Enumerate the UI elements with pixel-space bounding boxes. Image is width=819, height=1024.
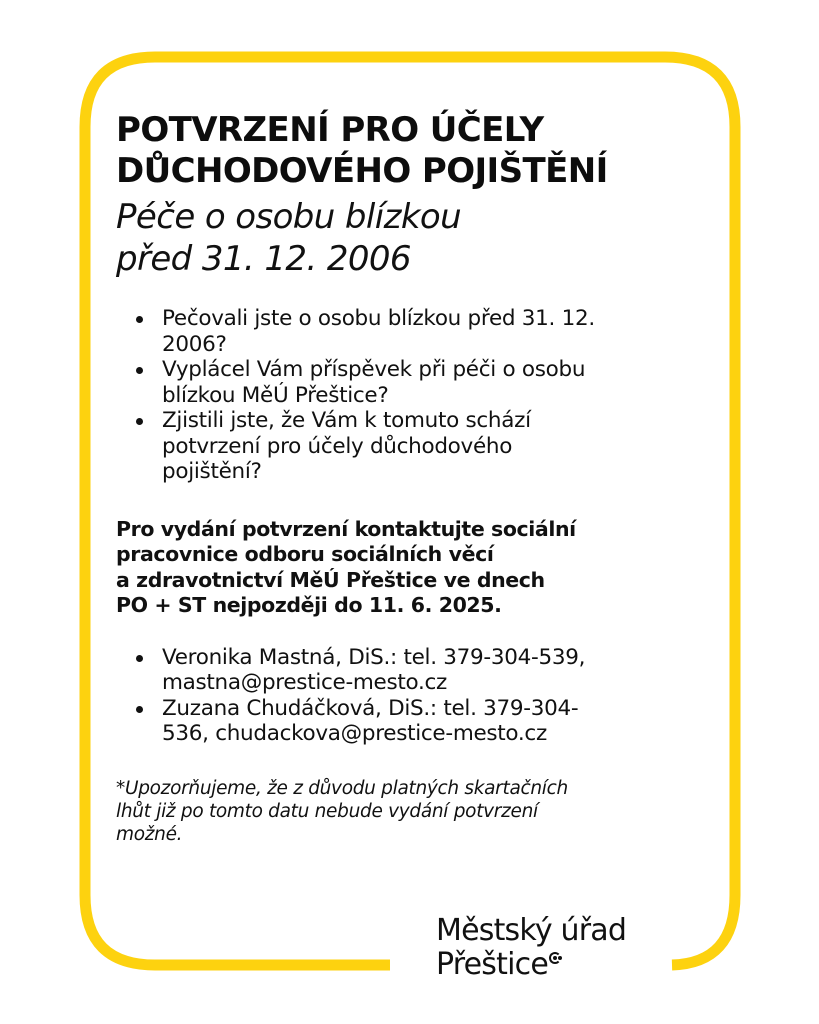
contact-item: [162, 645, 696, 696]
question-item: [162, 408, 696, 485]
note-line: *Upozorňujeme, že z důvodu platných skartačních: [116, 777, 568, 799]
page-title: [116, 110, 696, 192]
disclaimer-note: [116, 777, 696, 846]
subtitle-line-2: před 31. 12. 2006: [116, 239, 411, 279]
municipal-logo: [436, 914, 626, 982]
question-text: blízkou MěÚ Přeštice?: [162, 382, 389, 408]
logo-line-1: Městský úřad: [436, 913, 627, 948]
contact-email[interactable]: 536, chudackova@prestice-mesto.cz: [162, 721, 547, 746]
title-line-2: DŮCHODOVÉHO POJIŠTĚNÍ: [116, 151, 608, 191]
subtitle: [116, 196, 696, 280]
instruction-line: Pro vydání potvrzení kontaktujte sociální: [116, 516, 576, 541]
logo-town-name: Přeštice: [436, 947, 548, 982]
question-text: pojištění?: [162, 459, 262, 484]
contact-instructions: [116, 517, 656, 619]
instruction-line: PO + ST nejpozději do 11. 6. 2025.: [116, 593, 502, 617]
bullet-icon: [136, 367, 143, 374]
question-text: Vyplácel Vám příspěvek při péči o osobu: [162, 357, 586, 382]
bullet-icon: [136, 316, 143, 323]
contact-item: [162, 696, 696, 747]
question-item: [162, 306, 696, 357]
question-text: 2006?: [162, 331, 227, 357]
poster-content: [116, 110, 696, 846]
subtitle-line-1: Péče o osobu blízkou: [116, 197, 462, 237]
note-line: lhůt již po tomto datu nebude vydání potvrzení: [116, 800, 538, 822]
question-text: Pečovali jste o osobu blízkou před 31. 12.: [162, 306, 595, 331]
contact-email[interactable]: mastna@prestice-mesto.cz: [162, 670, 448, 695]
question-text: Zjistili jste, že Vám k tomuto schází: [162, 408, 531, 433]
note-line: možné.: [116, 823, 183, 845]
bullet-icon: [136, 655, 143, 662]
instruction-line: a zdravotnictví MěÚ Přeštice ve dnech: [116, 567, 545, 592]
title-line-1: POTVRZENÍ PRO ÚČELY: [116, 110, 544, 150]
contact-phone: Zuzana Chudáčková, DiS.: tel. 379-304-: [162, 695, 579, 721]
questions-list: [116, 306, 696, 485]
question-text: potvrzení pro účely důchodového: [162, 433, 513, 459]
bullet-icon: [136, 706, 143, 713]
contacts-list: [116, 645, 696, 747]
face-mark-icon: [549, 952, 565, 966]
instruction-line: pracovnice odboru sociálních věcí: [116, 542, 494, 566]
contact-phone: Veronika Mastná, DiS.: tel. 379-304-539,: [162, 644, 586, 670]
question-item: [162, 357, 696, 408]
logo-line-2: [436, 948, 626, 982]
bullet-icon: [136, 418, 143, 425]
